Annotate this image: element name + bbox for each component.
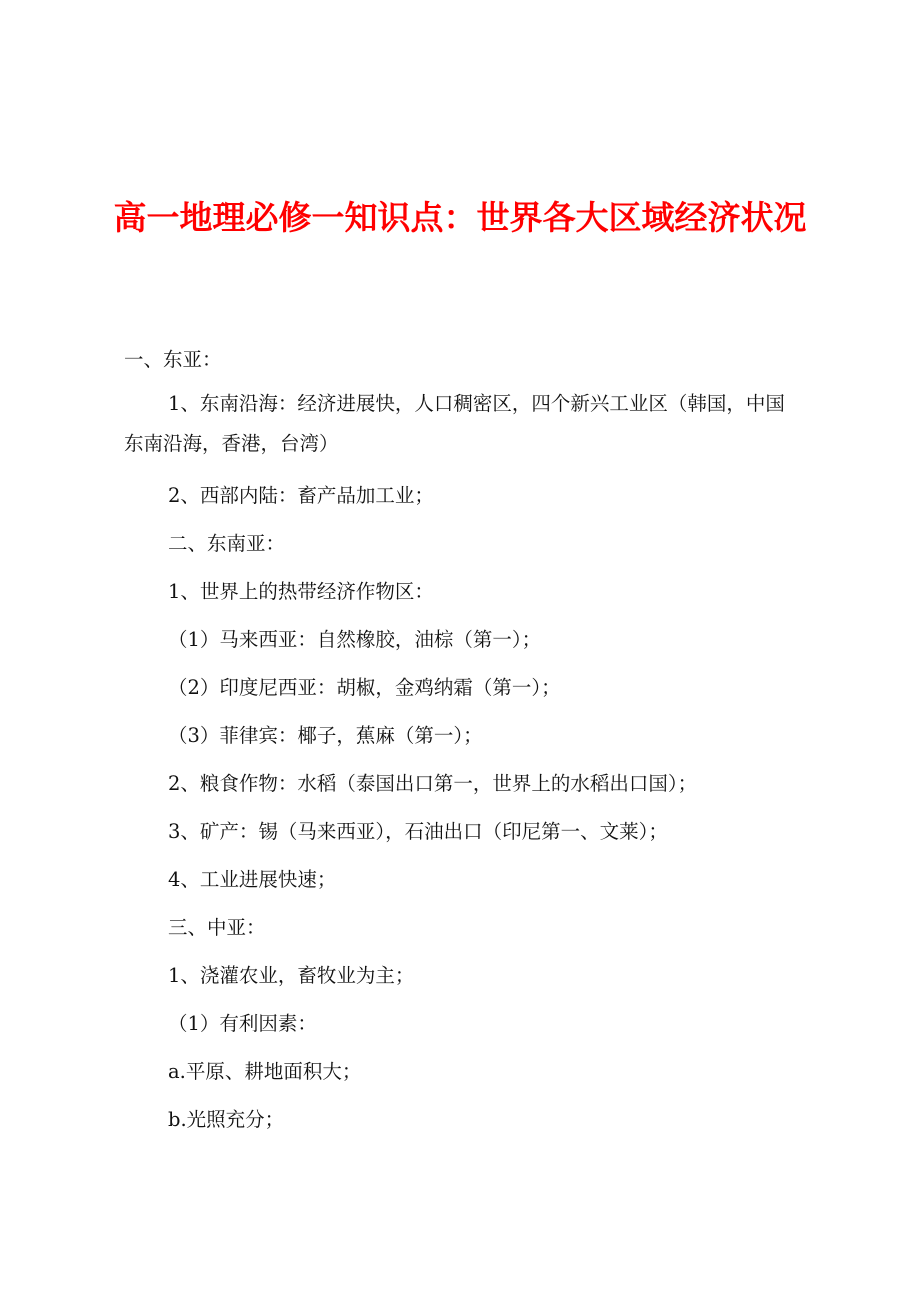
paragraph: 3、矿产：锡（马来西亚），石油出口（印尼第一、文莱）；: [168, 820, 668, 843]
section-heading-southeast-asia: 二、东南亚：: [168, 532, 286, 555]
paragraph: （2）印度尼西亚：胡椒，金鸡纳霜（第一）；: [168, 676, 561, 699]
section-heading-central-asia: 三、中亚：: [168, 916, 266, 939]
paragraph: 4、工业进展快速；: [168, 868, 337, 891]
paragraph: a.平原、耕地面积大；: [168, 1060, 362, 1083]
paragraph: （3）菲律宾：椰子，蕉麻（第一）；: [168, 724, 483, 747]
paragraph: b.光照充分；: [168, 1108, 285, 1131]
document-body: [124, 336, 804, 1144]
paragraph: 1、世界上的热带经济作物区：: [168, 580, 434, 603]
paragraph: （1）马来西亚：自然橡胶，油棕（第一）；: [168, 628, 542, 651]
paragraph: 1、东南沿海：经济进展快，人口稠密区，四个新兴工业区（韩国，中国东南沿海，香港，台湾）: [124, 392, 785, 455]
paragraph: （1）有利因素：: [168, 1012, 317, 1035]
section-heading-east-asia: 一、东亚：: [124, 348, 222, 371]
paragraph: 2、粮食作物：水稻（泰国出口第一，世界上的水稻出口国）；: [168, 772, 698, 795]
paragraph: 2、西部内陆：畜产品加工业；: [168, 484, 434, 507]
paragraph: 1、浇灌农业，畜牧业为主；: [168, 964, 415, 987]
document-title: 高一地理必修一知识点：世界各大区域经济状况: [113, 198, 807, 237]
